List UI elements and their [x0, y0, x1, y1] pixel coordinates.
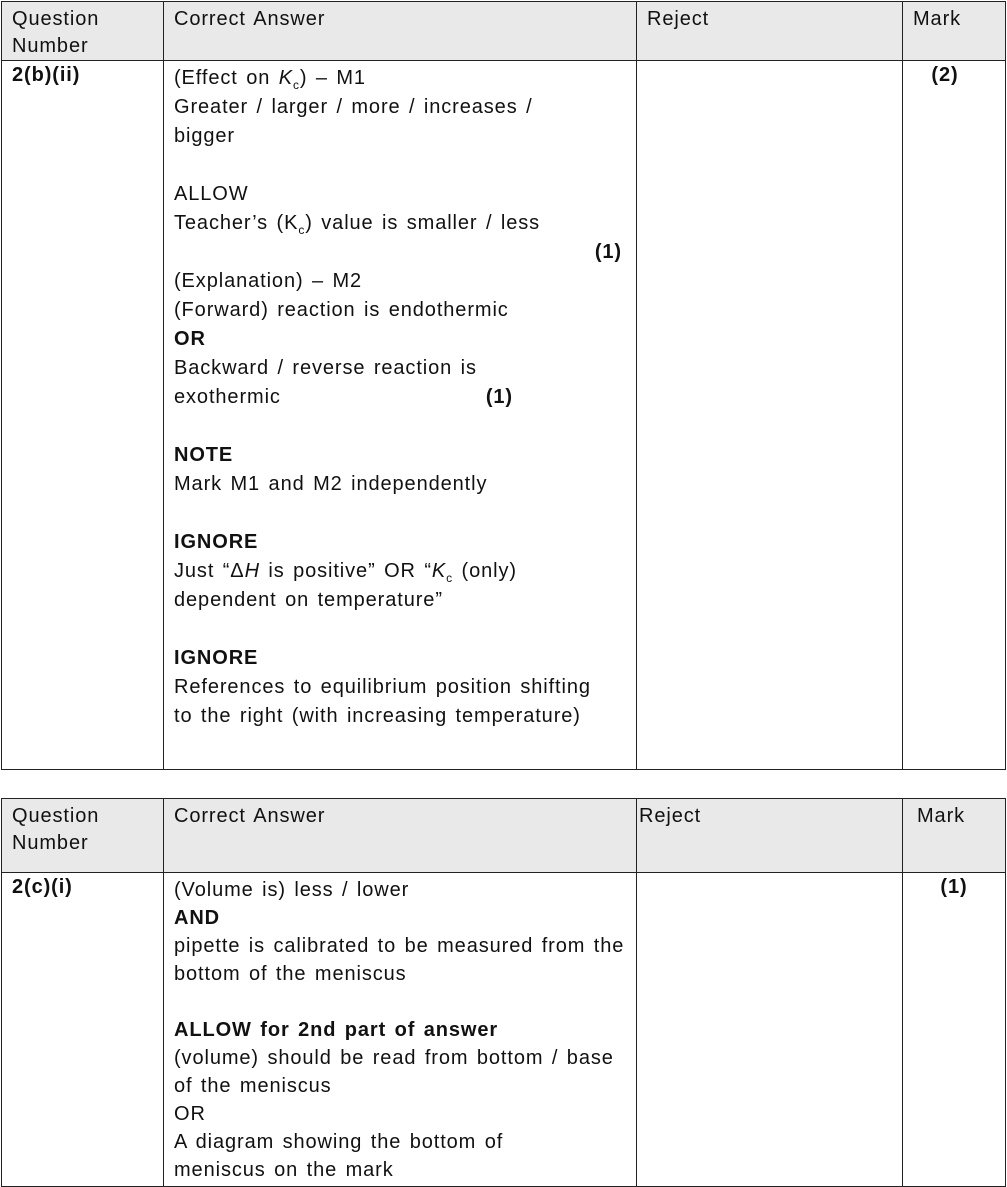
m2-answer-b: Backward / reverse reaction is exothermic (1): [174, 354, 554, 412]
answer-line-1: (Volume is) less / lower: [174, 879, 410, 901]
header-mark: Mark: [917, 805, 966, 827]
ignore-label-1: IGNORE: [174, 531, 259, 553]
ignore-label-2: IGNORE: [174, 647, 259, 669]
m1-answer: Greater / larger / more / increases / bigger: [174, 96, 533, 147]
teacher-value-line: Teacher’s $(K_c)$ value is smaller / less: [174, 212, 541, 237]
answer-line-4: A diagram showing the bottom of meniscus on the mark: [174, 1131, 504, 1181]
header-question-number: Question Number: [12, 8, 100, 57]
note-text: Mark M1 and M2 independently: [174, 473, 488, 495]
reject-cell: [637, 873, 903, 1187]
total-mark: (1): [940, 876, 968, 898]
answer-line-2: pipette is calibrated to be measured from the bottom of the meniscus: [174, 935, 625, 985]
header-correct-answer: Correct Answer: [174, 805, 326, 827]
header-mark: Mark: [913, 8, 962, 30]
table-row: [2, 61, 1006, 770]
m1-heading: (Effect on $K_c) - M1$: [174, 67, 366, 92]
table-row: [2, 873, 1006, 1187]
correct-answer-cell: [164, 873, 636, 1184]
allow-label: ALLOW: [174, 183, 249, 205]
header-reject: Reject: [647, 8, 710, 30]
table-header-row: [2, 799, 1006, 873]
m2-mark: (1): [485, 386, 513, 408]
ignore-text-2: References to equilibrium position shifting to the right (with increasing temperature): [174, 676, 591, 727]
correct-answer-cell: [164, 61, 636, 731]
question-number: 2(b)(ii): [12, 64, 81, 86]
header-correct-answer: Correct Answer: [174, 8, 326, 30]
table-header-row: [2, 2, 1006, 61]
m1-mark: (1): [594, 241, 622, 263]
question-number: 2(c)(i): [12, 876, 73, 898]
total-mark: (2): [931, 64, 959, 86]
allow-label: ALLOW for 2nd part of answer: [174, 1019, 499, 1041]
mark-scheme-table-2b-ii: [1, 1, 1006, 770]
note-label: NOTE: [174, 444, 234, 466]
and-label: AND: [174, 907, 221, 929]
ignore-text-1: Just “ΔH is positive” OR “$K_c$ (only) dependent on temperature”: [174, 560, 517, 611]
reject-cell: [637, 61, 903, 770]
mark-scheme-table-2c-i: [1, 798, 1006, 1187]
or-label: OR: [174, 328, 206, 350]
or-label: OR: [174, 1103, 206, 1125]
m2-answer-a: (Forward) reaction is endothermic: [174, 299, 509, 321]
answer-line-3: (volume) should be read from bottom / base of the meniscus: [174, 1047, 614, 1097]
header-question-number: Question Number: [12, 805, 100, 854]
m2-heading: (Explanation) – M2: [174, 270, 363, 292]
header-reject: Reject: [639, 805, 702, 827]
